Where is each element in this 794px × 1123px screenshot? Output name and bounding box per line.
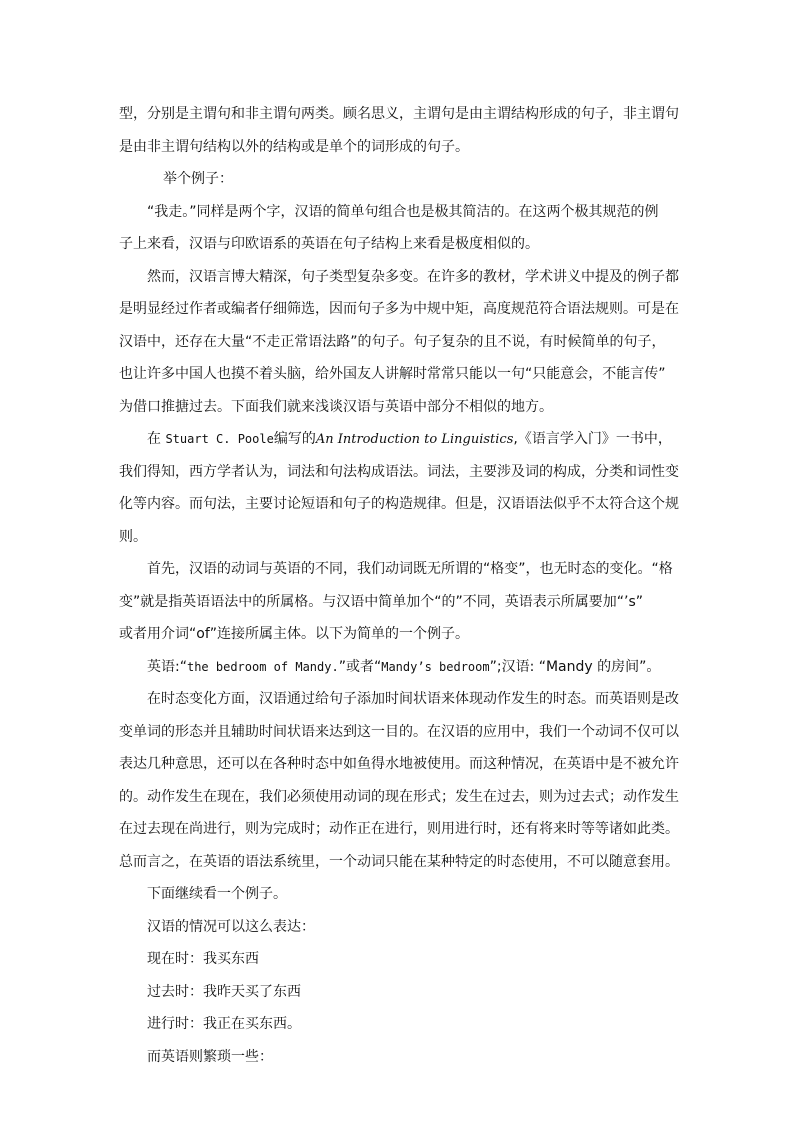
paragraph-line: 汉语中，还存在大量“不走正常语法路”的句子。句子复杂的且不说，有时候简单的句子， <box>119 333 666 350</box>
paragraph-line: 表达几种意思，还可以在各种时态中如鱼得水地被使用。而这种情况，在英语中是不被允许 <box>119 756 679 772</box>
paragraph-line: 汉语的情况可以这么表达： <box>147 918 315 935</box>
paragraph-line: “我走。”同样是两个字，汉语的简单句组合也是极其简洁的。在这两个极其规范的例 <box>147 203 659 220</box>
document-body <box>119 98 679 1073</box>
text-run: 在 <box>147 431 166 447</box>
paragraph-line: 而英语则繁琐一些： <box>147 1048 273 1065</box>
paragraph-line: 进行时：我正在买东西。 <box>147 1016 301 1032</box>
paragraph-line: 型，分别是主谓句和非主谓句两类。顾名思义，主谓句是由主谓结构形成的句子，非主谓句 <box>119 106 679 122</box>
book-title: An Introduction to Linguistics <box>315 432 514 447</box>
text-run: ,《语言学入门》一书中， <box>513 431 672 447</box>
text-run: 英语:“ <box>147 658 187 675</box>
paragraph-line: 则。 <box>119 528 147 545</box>
author-name: Stuart C. Poole <box>165 432 274 446</box>
paragraph-line: 首先，汉语的动词与英语的不同，我们动词既无所谓的“格变”，也无时态的变化。“格 <box>147 561 673 577</box>
paragraph-line: 是明显经过作者或编者仔细筛选，因而句子多为中规中矩，高度规范符合语法规则。可是在 <box>119 301 679 317</box>
paragraph-line: 或者用介词“of”连接所属主体。以下为简单的一个例子。 <box>119 626 469 642</box>
english-example: the bedroom of Mandy. <box>186 659 339 674</box>
paragraph-line: 变”就是指英语语法中的所属格。与汉语中简单加个“的”不同，英语表示所属要加“’s” <box>119 593 644 610</box>
paragraph-line: 子上来看，汉语与印欧语系的英语在句子结构上来看是极度相似的。 <box>119 236 539 252</box>
paragraph-line: 在过去现在尚进行，则为完成时；动作正在进行，则用进行时，还有将来时等等诸如此类。 <box>119 821 679 837</box>
paragraph-line: 然而，汉语言博大精深，句子类型复杂多变。在许多的教材，学术讲义中提及的例子都 <box>147 268 679 285</box>
paragraph-line: 是由非主谓句结构以外的结构或是单个的词形成的句子。 <box>119 138 469 155</box>
paragraph-line-example <box>119 651 679 684</box>
paragraph-line: 举个例子： <box>163 171 233 187</box>
text-run: ”或者“ <box>338 658 382 675</box>
text-run: ”;汉语: “Mandy 的房间”。 <box>489 658 661 675</box>
paragraph-line: 现在时：我买东西 <box>147 951 259 967</box>
paragraph-line: 的。动作发生在现在，我们必须使用动词的现在形式；发生在过去，则为过去式；动作发生 <box>119 788 679 805</box>
english-example: Mandy’s bedroom <box>381 659 490 674</box>
text-run: 编写的 <box>273 431 316 447</box>
paragraph-line-citation <box>119 423 679 456</box>
paragraph-line: 化等内容。而句法，主要讨论短语和句子的构造规律。但是，汉语语法似乎不太符合这个规 <box>119 496 679 512</box>
paragraph-line: 过去时：我昨天买了东西 <box>147 983 301 1000</box>
paragraph-line: 我们得知，西方学者认为，词法和句法构成语法。词法，主要涉及词的构成，分类和词性变 <box>119 463 679 480</box>
paragraph-line: 为借口推搪过去。下面我们就来浅谈汉语与英语中部分不相似的地方。 <box>119 398 553 415</box>
paragraph-line: 在时态变化方面，汉语通过给句子添加时间状语来体现动作发生的时态。而英语则是改 <box>147 691 679 707</box>
paragraph-line: 下面继续看一个例子。 <box>147 886 287 902</box>
paragraph-line: 也让许多中国人也摸不着头脑，给外国友人讲解时常常只能以一句“只能意会，不能言传” <box>119 366 666 382</box>
paragraph-line: 变单词的形态并且辅助时间状语来达到这一目的。在汉语的应用中，我们一个动词不仅可以 <box>119 723 679 740</box>
paragraph-line: 总而言之，在英语的语法系统里，一个动词只能在某种特定的时态使用，不可以随意套用。 <box>119 853 679 870</box>
